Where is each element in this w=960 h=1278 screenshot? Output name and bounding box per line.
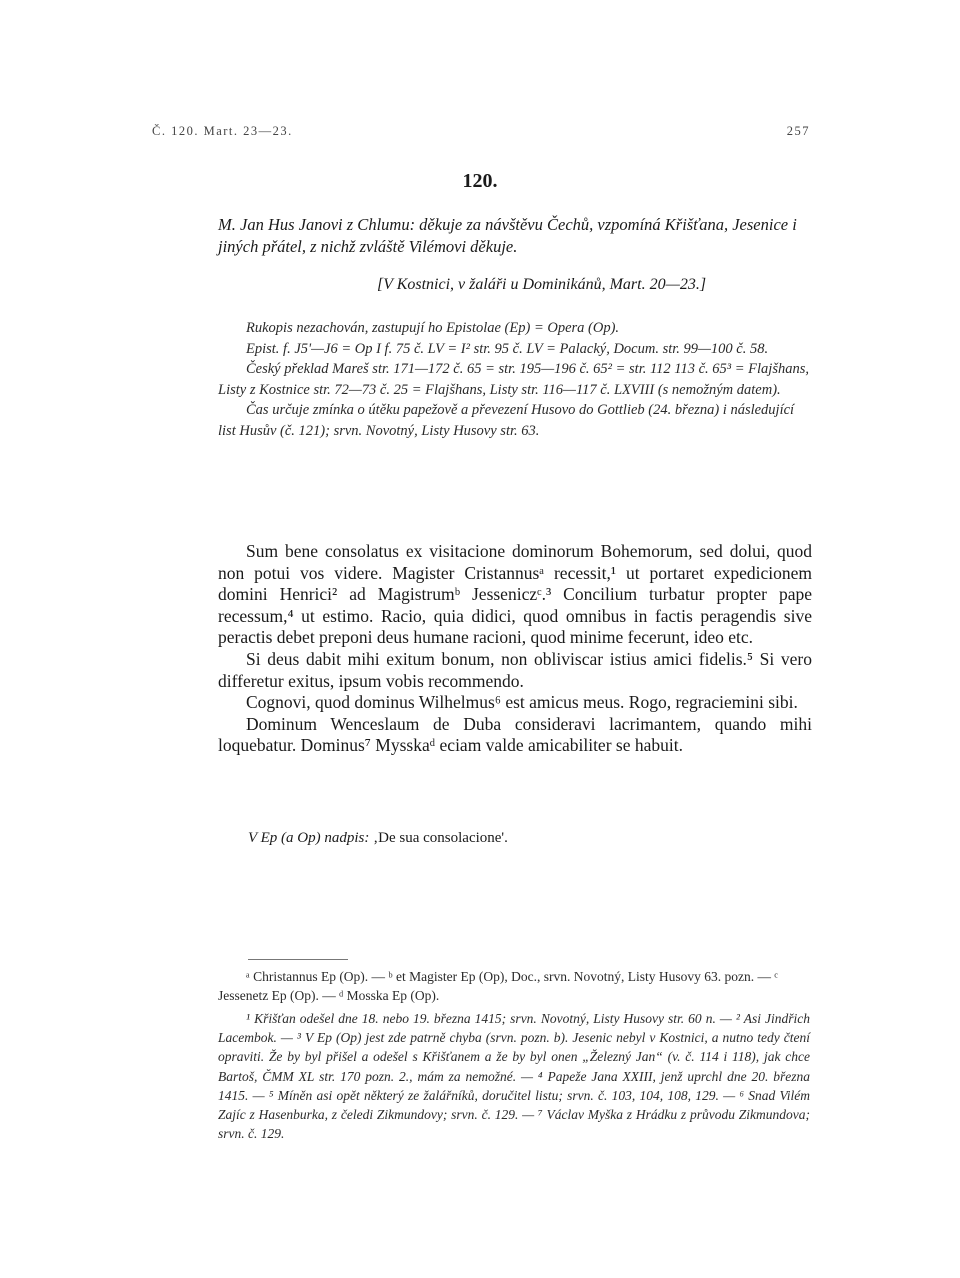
source-notes bbox=[218, 318, 810, 441]
body-paragraph: Si deus dabit mihi exitum bonum, non obliviscar istius amici fidelis.⁵ Si vero differetur exitus, ipsum vobis recommendo. bbox=[218, 648, 812, 691]
summary-text: M. Jan Hus Janovi z Chlumu: děkuje za návštěvu Čechů, vzpomíná Křišťana, Jesenice i jiných přátel, z nichž zvláště Vilémovi děkuje. bbox=[218, 215, 797, 256]
heading-note-text: ‚De sua consolacione'. bbox=[373, 830, 508, 846]
note-editions: Epist. f. J5'—J6 = Op I f. 75 č. LV = I² str. 95 č. LV = Palacký, Docum. str. 99—100 č. 58. bbox=[246, 340, 769, 357]
place-date: [V Kostnici, v žaláři u Dominikánů, Mart. 20—23.] bbox=[377, 276, 707, 293]
letter-body bbox=[218, 541, 812, 757]
heading-note bbox=[248, 830, 808, 847]
footnotes-text: ¹ Křišťan odešel dne 18. nebo 19. března 1415; srvn. Novotný, Listy Husovy str. 60 n. — ² Asi Jindřich Lacembok. — ³ V Ep (Op) jest zde patrně chyba (srvn. pozn. b). Jesenic nebyl v Kostnici, a nutno tedy čtení opraviti. Že by byl přišel a odešel s Křišťanem a že by byl onen „Železný Jan“ (v. č. 114 i 118), jak chce Bartoš, ČMM XL str. 170 pozn. 2., mám za nemožné. — ⁴ Papeže Jana XXIII, jenž uprchl dne 20. března 1415. — ⁵ Míněn asi opět některý ze žalářníků, doručitel listu; srvn. č. 103, 104, 108, 129. — ⁶ Snad Vilém Zajíc z Hasenburka, z čeledi Zikmundovy; srvn. č. 129. — ⁷ Václav Myška z Hrádku z průvodu Zikmundova; srvn. č. 129. bbox=[218, 1011, 810, 1142]
body-paragraph: Sum bene consolatus ex visitacione dominorum Bohemorum, sed dolui, quod non potui vos videre. Magister Cristannusᵃ recessit,¹ ut portaret expedicionem domini Henrici² ad Magistrumᵇ Jesseniczᶜ.³ Concilium turbatur propter pape recessum,⁴ ut estimo. Racio, quia didici, quod omnibus in factis peragendis sive peractis debet preponi deus humane racioni, quod minime fecerunt, ideo etc. bbox=[218, 541, 812, 648]
critical-apparatus bbox=[218, 967, 810, 1005]
note-dating: Čas určuje zmínka o útěku papežově a převezení Husovo do Gottlieb (24. března) i následující list Husův (č. 121); srvn. Novotný, Listy Husovy str. 63. bbox=[218, 402, 795, 439]
body-paragraph: Cognovi, quod dominus Wilhelmus⁶ est amicus meus. Rogo, regraciemini sibi. bbox=[246, 692, 798, 713]
letter-summary bbox=[218, 214, 810, 258]
running-head-left: Č. 120. Mart. 23—23. bbox=[152, 124, 293, 138]
apparatus-line: ᵃ Christannus Ep (Op). — ᵇ et Magister Ep (Op), Doc., srvn. Novotný, Listy Husovy 63. pozn. — ᶜ Jessenetz Ep (Op). — ᵈ Mosska Ep (Op). bbox=[218, 969, 778, 1003]
body-paragraph: Dominum Wenceslaum de Duba consideravi lacrimantem, quando mihi loquebatur. Dominus⁷ Mysskaᵈ eciam valde amicabiliter se habuit. bbox=[218, 713, 812, 756]
heading-note-label: V Ep (a Op) nadpis: bbox=[248, 830, 370, 846]
footnotes bbox=[218, 1009, 810, 1143]
note-translation: Český překlad Mareš str. 171—172 č. 65 = str. 195—196 č. 65² = str. 112 113 č. 65³ = Flajšhans, Listy z Kostnice str. 72—73 č. 25 = Flajšhans, Listy str. 116—117 č. LXVIII (s nemožným datem). bbox=[218, 361, 809, 398]
note-manuscript: Rukopis nezachován, zastupují ho Epistolae (Ep) = Opera (Op). bbox=[246, 320, 620, 336]
running-head bbox=[152, 124, 810, 142]
footnote-divider bbox=[248, 959, 348, 960]
document-number: 120. bbox=[462, 170, 498, 192]
page-number: 257 bbox=[786, 124, 810, 138]
